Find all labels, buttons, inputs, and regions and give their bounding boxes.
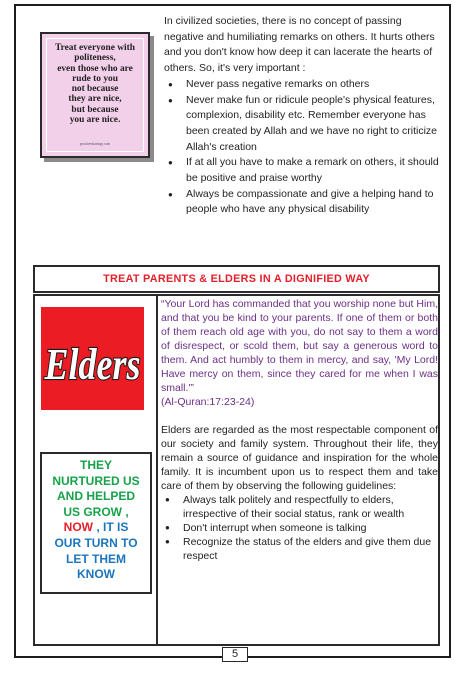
- elders-text-column: [161, 297, 438, 563]
- bullet-item: ● Never make fun or ridicule people's physical features, complexion, disability etc. Remember everyone has been created by Allah and we have no right to criticize Allah's creation: [164, 93, 440, 156]
- politeness-quote: [47, 43, 143, 125]
- politeness-text: [164, 14, 440, 218]
- nurtured-message-box: [40, 452, 152, 594]
- section-heading-bar: [33, 265, 440, 293]
- message-line: US GROW ,: [63, 504, 129, 519]
- politeness-quote-card: [40, 32, 150, 158]
- politeness-bullets: [164, 77, 440, 218]
- section-heading: TREAT PARENTS & ELDERS IN A DIGNIFIED WAY: [103, 273, 370, 285]
- bullet-item: ● If at all you have to make a remark on others, it should be positive and praise worthy: [164, 155, 440, 186]
- quote-line: they are nice,: [68, 94, 122, 105]
- quote-line: but because: [71, 104, 119, 115]
- message-line: NURTURED US: [52, 473, 140, 488]
- message-line: LET THEM: [66, 551, 126, 566]
- bullet-item: ● Always be compassionate and give a helping hand to people who have any physical disability: [164, 187, 440, 218]
- now-line-rest: , IT IS: [92, 520, 129, 535]
- column-divider: [156, 296, 158, 644]
- quote-line: not because: [71, 84, 119, 95]
- bullet-item: ● Never pass negative remarks on others: [164, 77, 440, 93]
- quote-line: you are nice.: [69, 115, 121, 126]
- quote-line: Treat everyone with: [55, 43, 135, 53]
- elders-logo-text: Elders: [43, 340, 141, 389]
- message-line-now: [42, 520, 150, 536]
- elders-paragraph: Elders are regarded as the most respectable component of our society and family system. Throughout their life, they remain a source of guidance and inspiration for the whole family. It is incumbent upon us to respect them and take care of them by observing the following guidelines:: [161, 424, 438, 492]
- message-line: THEY: [79, 458, 112, 472]
- intro-paragraph: In civilized societies, there is no concept of passing negative and humiliating remarks on others. It hurts others and you don't know how deep it can lacerate the hearts of others. So, it's very important :: [164, 15, 435, 75]
- guideline-item: ● Don't interrupt when someone is talking: [161, 521, 438, 535]
- quote-source: positivesharings.com: [79, 142, 111, 146]
- elders-logo: [41, 307, 144, 410]
- quran-reference: (Al-Quran:17:23-24): [161, 396, 255, 408]
- message-line: AND HELPED: [56, 489, 135, 504]
- politeness-section: [26, 14, 443, 256]
- quote-line: rude to you: [72, 73, 118, 84]
- quote-line: politeness,: [74, 53, 116, 64]
- elders-section: [33, 294, 440, 646]
- quote-line: even those who are: [57, 63, 133, 74]
- now-word: NOW: [63, 520, 93, 535]
- quran-quote: “Your Lord has commanded that you worship none but Him, and that you be kind to your parents. If one of them or both of them reach old age with you, do not say to them a word of disrespect, or scold them, but say a generous word to them. And act humbly to them in mercy, and say, 'My Lord! Have mercy on them, since they cared for me when I was small.'”: [161, 298, 438, 394]
- page-number: 5: [222, 647, 248, 662]
- message-line: KNOW: [77, 567, 115, 582]
- message-line: OUR TURN TO: [54, 535, 138, 550]
- guideline-item: ● Always talk politely and respectfully to elders, irrespective of their social status, rank or wealth: [161, 493, 438, 521]
- elders-logo-graphic: [41, 307, 144, 410]
- guidelines-list: [161, 493, 438, 563]
- guideline-item: ● Recognize the status of the elders and give them due respect: [161, 535, 438, 563]
- quote-card-inner: [46, 38, 144, 152]
